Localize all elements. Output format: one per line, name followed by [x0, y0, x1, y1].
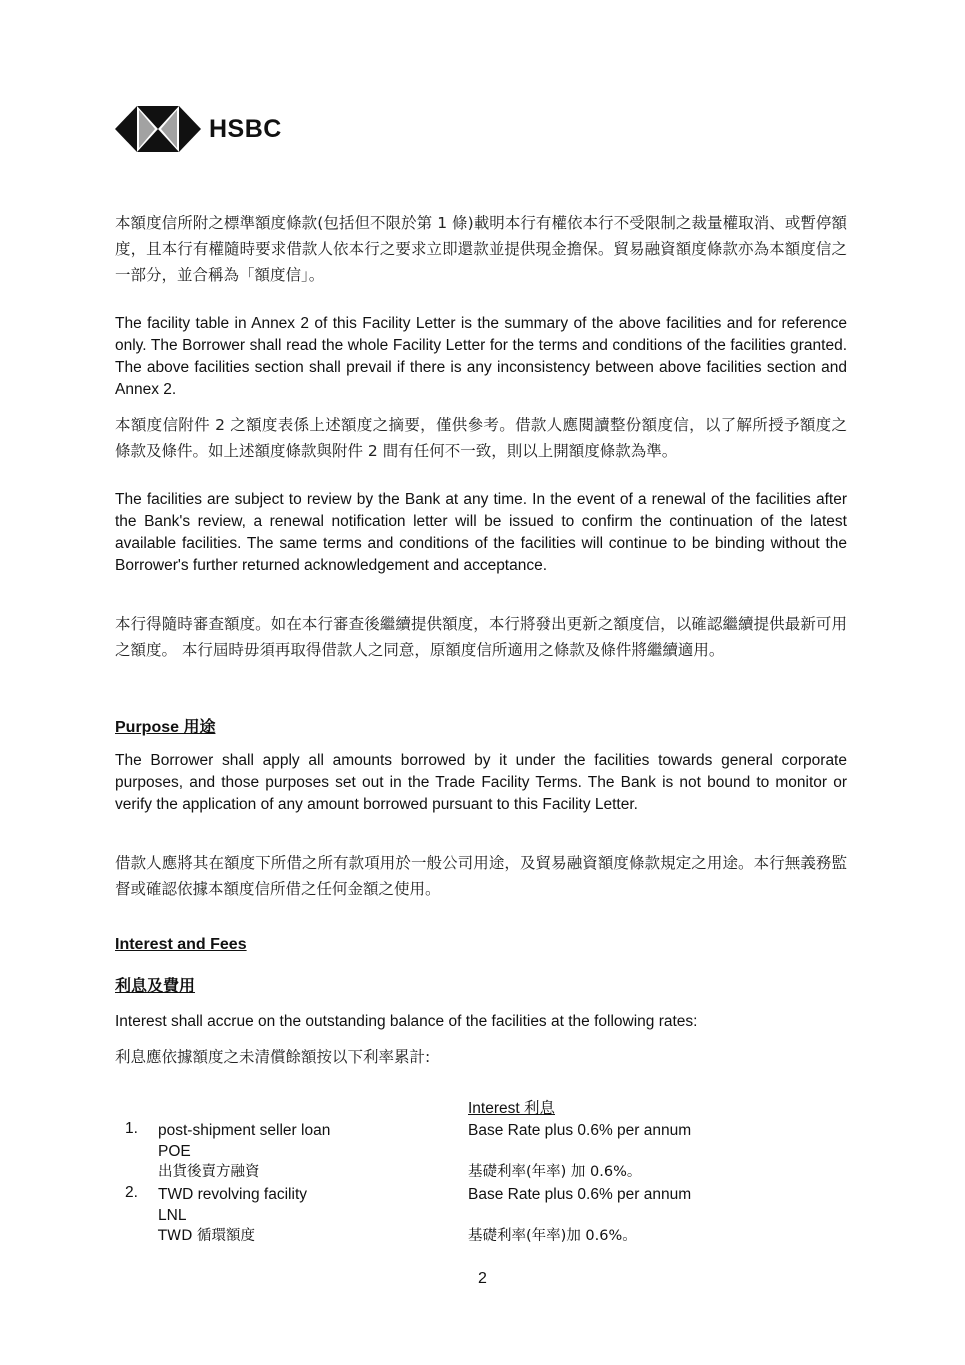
hsbc-logo — [115, 100, 282, 158]
facility-table-paragraph-en: The facility table in Annex 2 of this Facility Letter is the summary of the above facilities and for reference only. The Borrower shall read the whole Facility Letter for the terms and conditions of the facilities granted. The above facilities section shall prevail if there is any inconsistency between above facilities section and Annex 2. — [115, 315, 847, 398]
facility-code: LNL — [158, 1207, 187, 1224]
interest-heading-zh: 利息及費用 — [115, 976, 196, 995]
interest-heading-en: Interest and Fees — [115, 936, 247, 953]
review-paragraph-zh: 本行得隨時審查額度。如在本行審查後繼續提供額度，本行將發出更新之額度信，以確認繼續提供最新可用之額度。 本行屆時毋須再取得借款人之同意，原額度信所適用之條款及條件將繼續適用。 — [115, 615, 847, 659]
logo-text: HSBC — [209, 114, 282, 143]
interest-intro-zh: 利息應依據額度之未清償餘額按以下利率累計: — [115, 1048, 431, 1066]
rate-en: Base Rate plus 0.6% per annum — [468, 1186, 692, 1203]
rate-row-number: 2. — [125, 1184, 138, 1201]
purpose-paragraph-en: The Borrower shall apply all amounts borrowed by it under the facilities towards general corporate purposes, and those purposes set out in the Trade Facility Terms. The Bank is not bound to monitor or verify the application of any amount borrowed pursuant to this Facility Letter. — [115, 752, 847, 813]
purpose-paragraph-zh: 借款人應將其在額度下所借之所有款項用於一般公司用途，及貿易融資額度條款規定之用途。本行無義務監督或確認依據本額度信所借之任何金額之使用。 — [115, 854, 847, 898]
rate-zh: 基礎利率(年率)加 0.6%。 — [468, 1228, 637, 1244]
rate-zh: 基礎利率(年率) 加 0.6%。 — [468, 1164, 642, 1180]
intro-paragraph-zh: 本額度信所附之標準額度條款(包括但不限於第 1 條)載明本行有權依本行不受限制之裁量權取消、或暫停額度，且本行有權隨時要求借款人依本行之要求立即還款並提供現金擔保。貿易融資額度條款亦為本額度信之一部分，並合稱為「額度信」。 — [115, 214, 847, 284]
rate-en: Base Rate plus 0.6% per annum — [468, 1122, 692, 1139]
rate-row-number: 1. — [125, 1120, 138, 1137]
page-number: 2 — [478, 1270, 487, 1287]
facility-table-paragraph-zh: 本額度信附件 2 之額度表係上述額度之摘要，僅供參考。借款人應閱讀整份額度信，以了解所授予額度之條款及條件。如上述額度條款與附件 2 間有任何不一致，則以上開額度條款為準。 — [115, 416, 847, 460]
interest-intro-en: Interest shall accrue on the outstanding balance of the facilities at the following rates: — [115, 1013, 698, 1030]
facility-name-en: post-shipment seller loan — [158, 1122, 331, 1139]
facility-name-zh: 出貨後賣方融資 — [158, 1164, 260, 1180]
review-paragraph-en: The facilities are subject to review by the Bank at any time. In the event of a renewal of the facilities after the Bank's review, a renewal notification letter will be issued to confirm the continuation of the latest available facilities. The same terms and conditions of the facilities will continue to be binding without the Borrower's further returned acknowledgement and acceptance. — [115, 491, 847, 574]
purpose-heading: Purpose 用途 — [115, 719, 216, 736]
facility-code: POE — [158, 1143, 191, 1160]
hsbc-hexagon-icon — [115, 106, 201, 152]
facility-name-zh: TWD 循環額度 — [158, 1228, 255, 1244]
facility-name-en: TWD revolving facility — [158, 1186, 307, 1203]
interest-column-header: Interest 利息 — [468, 1100, 555, 1117]
